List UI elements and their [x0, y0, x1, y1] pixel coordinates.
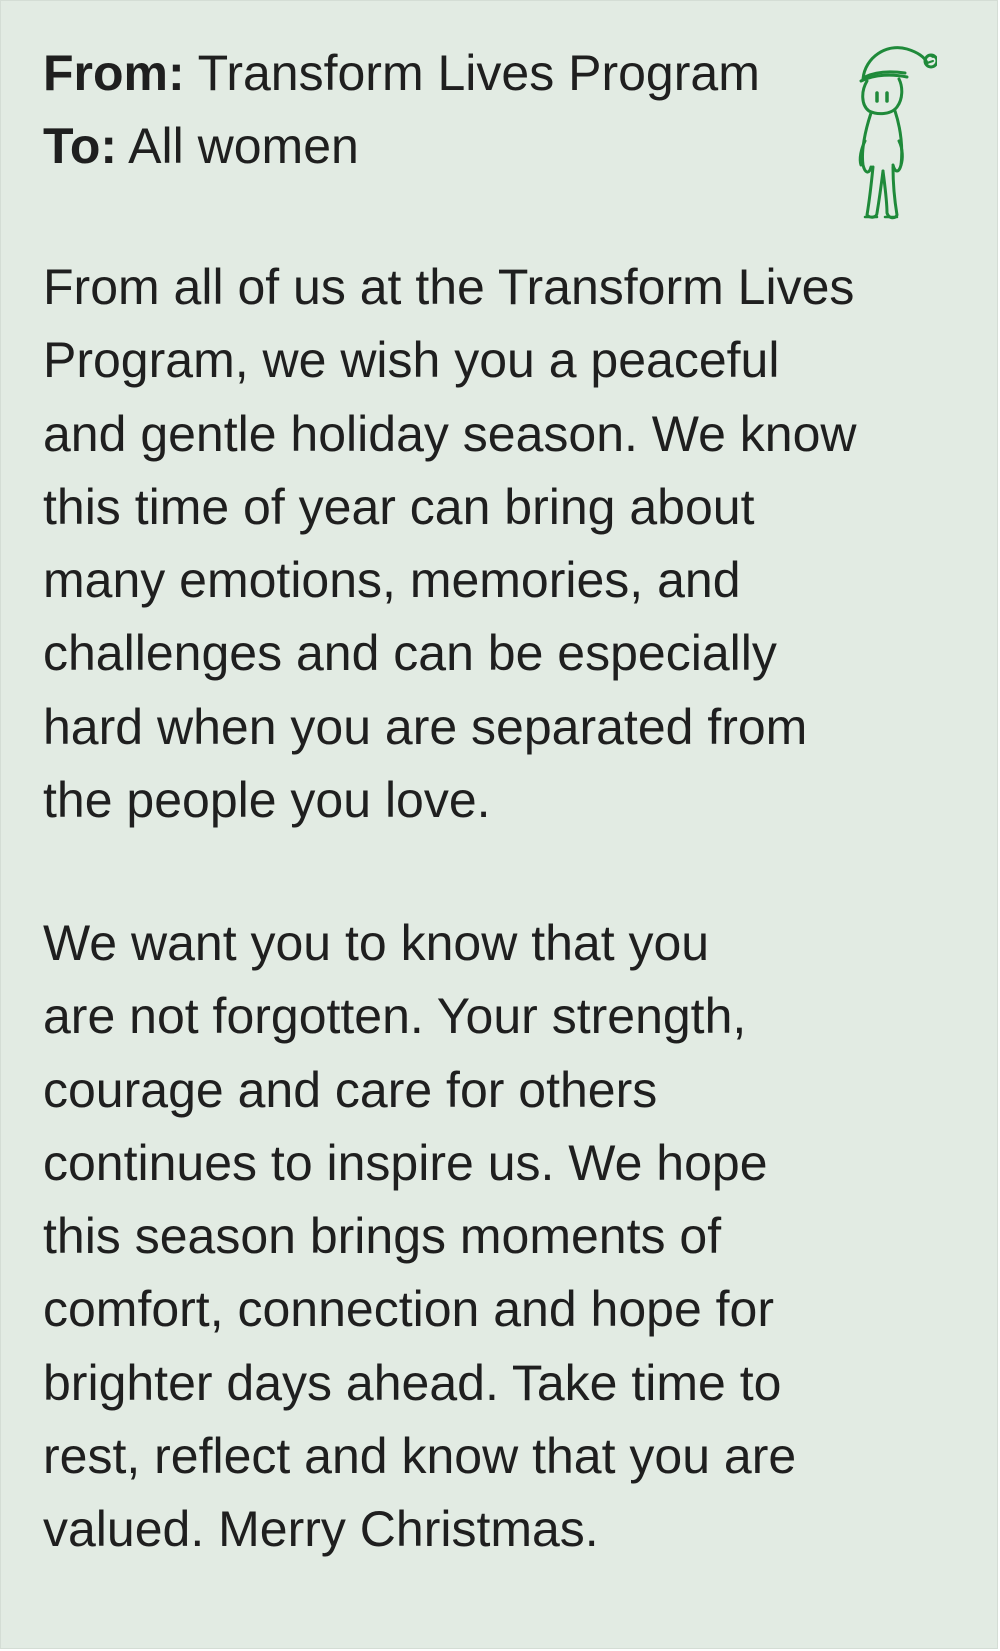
message-paragraph-1 — [43, 251, 973, 837]
paragraph-line: many emotions, memories, and — [43, 552, 741, 609]
paragraph-line: and gentle holiday season. We know — [43, 405, 857, 462]
santa-hat-figure-icon — [847, 41, 937, 225]
paragraph-line: the people you love. — [43, 772, 491, 829]
paragraph-line: hard when you are separated from — [43, 698, 808, 755]
paragraph-line: continues to inspire us. We hope — [43, 1134, 768, 1191]
paragraph-line: are not forgotten. Your strength, — [43, 988, 747, 1045]
message-header — [43, 37, 863, 183]
paragraph-line: brighter days ahead. Take time to — [43, 1354, 782, 1411]
from-value: Transform Lives Program — [197, 45, 760, 101]
to-line — [43, 110, 863, 183]
paragraph-line: valued. Merry Christmas. — [43, 1501, 599, 1558]
message-paragraph-2 — [43, 907, 973, 1567]
paragraph-line: this season brings moments of — [43, 1208, 722, 1265]
from-label: From: — [43, 45, 185, 101]
paragraph-line: rest, reflect and know that you are — [43, 1428, 797, 1485]
to-value: All women — [128, 118, 359, 174]
paragraph-line: Program, we wish you a peaceful — [43, 332, 780, 389]
paragraph-line: We want you to know that you — [43, 915, 710, 971]
paragraph-line: courage and care for others — [43, 1061, 658, 1118]
paragraph-line: comfort, connection and hope for — [43, 1281, 775, 1338]
from-line — [43, 37, 863, 110]
paragraph-line: this time of year can bring about — [43, 478, 755, 535]
paragraph-line: challenges and can be especially — [43, 625, 777, 682]
to-label: To: — [43, 118, 118, 174]
paragraph-line: From all of us at the Transform Lives — [43, 259, 855, 315]
